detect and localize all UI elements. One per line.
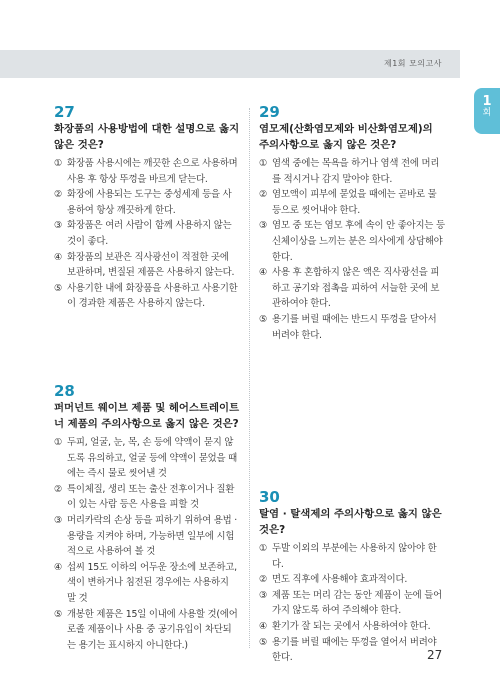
answer-option: ② 면도 직후에 사용해야 효과적이다. [259,574,408,586]
answer-option: ① 두피, 얼굴, 눈, 목, 손 등에 약액이 묻지 않도록 유의하고, 얼굴 등에 약액이 묻었을 때에는 즉시 물로 씻어낸 것 [54,437,238,480]
answer-option: ③ 화장품은 여러 사람이 함께 사용하지 않는 것이 좋다. [54,220,232,247]
column-divider [249,108,250,648]
answer-option: ③ 염모 중 또는 염모 후에 속이 안 좋아지는 등 신체이상을 느끼는 분은 의사에게 상담해야 한다. [259,220,445,263]
exam-header-label: 제1회 모의고사 [383,59,442,68]
question-27 [54,104,240,312]
question-title: 퍼머넌트 웨이브 제품 및 헤어스트레이트너 제품의 주의사항으로 옳지 않은 것은? [54,402,240,430]
answer-option: ③ 제품 또는 머리 감는 동안 제품이 눈에 들어가지 않도록 하여 주의해야 한다. [259,589,443,617]
question-title: 화장품의 사용방법에 대한 설명으로 옳지 않은 것은? [54,123,240,151]
answer-option: ② 특이체질, 생리 또는 출산 전후이거나 질환이 있는 사람 등은 사용을 피할 것 [54,483,235,511]
answer-option: ⑤ 개봉한 제품은 15일 이내에 사용할 것(에어로졸 제품이나 사용 중 공기유입이 차단되는 용기는 표시하지 아니한다.) [54,608,238,651]
question-number: 27 [54,103,75,121]
answer-option: ④ 사용 후 혼합하지 않은 액은 직사광선을 피하고 공기와 접촉을 피하여 서늘한 곳에 보관하여야 한다. [259,267,440,310]
answer-option: ① 화장품 사용시에는 깨끗한 손으로 사용하며 사용 후 항상 뚜껑을 바르게 닫는다. [54,158,238,185]
question-29 [259,104,445,343]
answer-option: ③ 머리카락의 손상 등을 피하기 위하여 용법 · 용량을 지켜야 하며, 가능하면 일부에 시험적으로 사용하여 볼 것 [54,514,238,558]
answer-option: ① 두발 이외의 부분에는 사용하지 않아야 한다. [259,543,437,570]
answer-option: ⑤ 용기를 버릴 때에는 뚜껑을 열어서 버려야 한다. [259,636,437,664]
answer-option: ② 화장에 사용되는 도구는 중성세제 등을 사용하여 항상 깨끗하게 한다. [54,189,232,216]
question-30 [259,489,445,666]
answer-option: ④ 화장품의 보관은 직사광선이 적절한 곳에 보관하며, 변질된 제품은 사용하지 않는다. [54,251,235,279]
answer-option: ① 염색 중에는 목욕을 하거나 염색 전에 머리를 적시거나 감지 말아야 한다. [259,158,440,185]
section-tab-number: 1 [482,94,492,109]
question-number: 29 [259,103,280,121]
question-title: 탈염 · 탈색제의 주의사항으로 옳지 않은 것은? [259,508,442,536]
question-title: 염모제(산화염모제와 비산화염모제)의 주의사항으로 옳지 않은 것은? [259,123,433,151]
question-number: 28 [54,382,75,400]
section-tab-text: 회 [482,107,492,118]
question-28 [54,383,240,653]
page-number: 27 [427,648,443,662]
answer-option: ⑤ 사용기한 내에 화장품을 사용하고 사용기한이 경과한 제품은 사용하지 않는다. [54,282,238,310]
answer-option: ④ 환기가 잘 되는 곳에서 사용하여야 한다. [259,620,431,632]
question-number: 30 [259,488,280,506]
answer-option: ⑤ 용기를 버릴 때에는 반드시 뚜껑을 닫아서 버려야 한다. [259,313,437,341]
answer-option: ④ 섭씨 15도 이하의 어두운 장소에 보존하고, 색이 변하거나 침전된 경우에는 사용하지 말 것 [54,561,237,604]
answer-option: ② 염모액이 피부에 묻었을 때에는 곧바로 물 등으로 씻어내야 한다. [259,189,437,216]
section-tab [474,88,500,134]
